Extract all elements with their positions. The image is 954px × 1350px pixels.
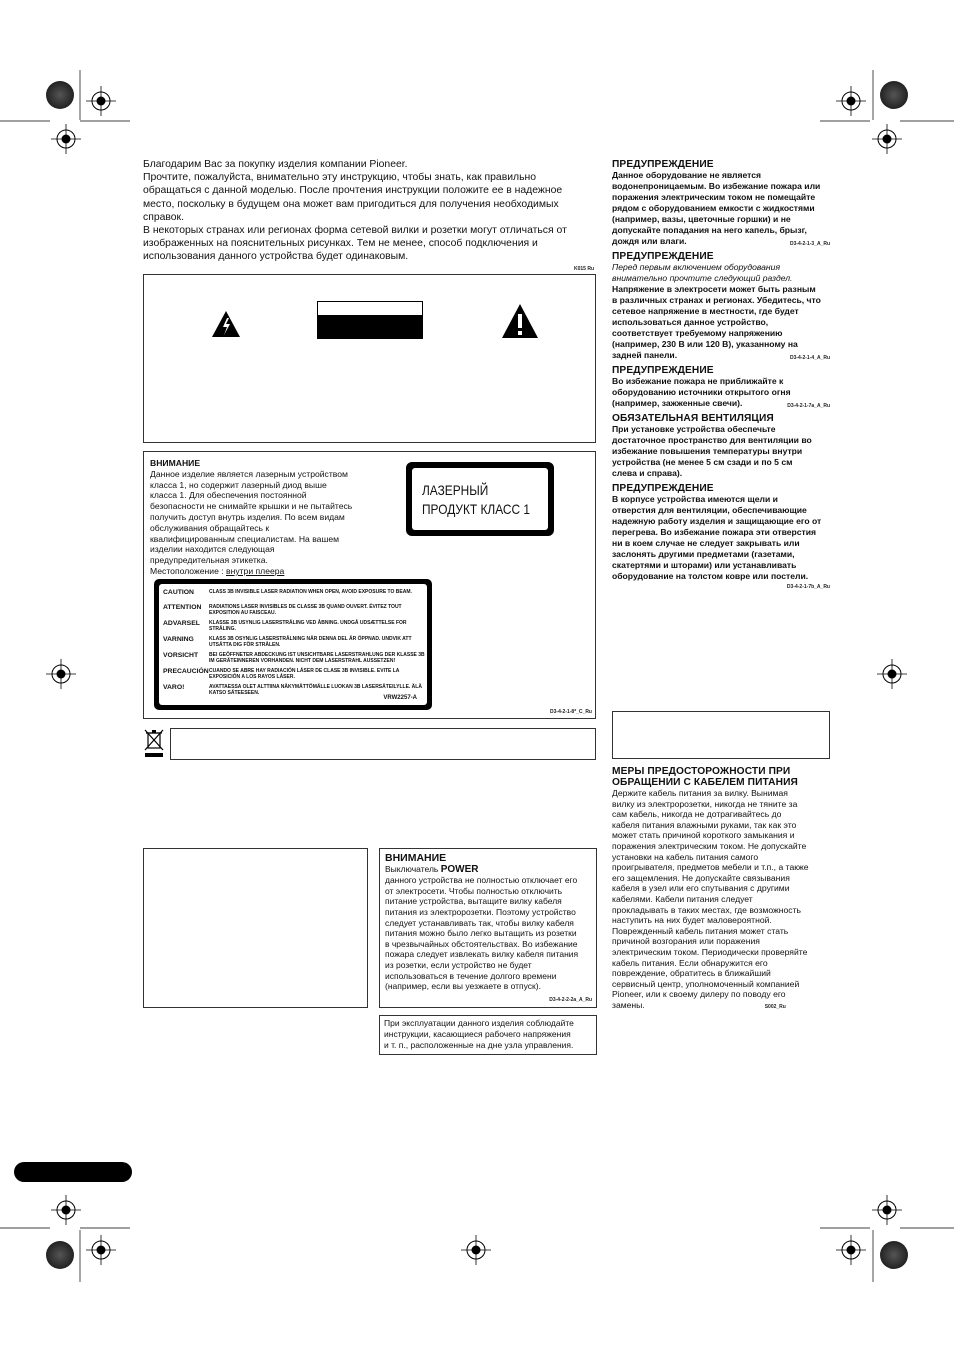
laser-text (150, 458, 380, 577)
section-line: слева и справа). (612, 468, 683, 478)
section-line: надежную работу изделия и защищающие его от (612, 516, 822, 526)
color-target-top-right (880, 81, 908, 109)
section-line: (например, вазы, цветочные горшки) и не (612, 214, 791, 224)
operating-note-box (379, 1015, 597, 1055)
intro-line: изображенных на пояснительных рисунках. Тем не менее, способ подключения и (143, 238, 538, 250)
section-line: водонепроницаемым. Во избежание пожара или (612, 181, 821, 191)
label-row: VORSICHT BEI GEÖFFNETER ABDECKUNG IST UNSICHTBARE LASERSTRAHLUNG DER KLASSE 3B IM GERÄTEINNEREN VORHANDEN. NICHT DEM LASERSTRAHL AUSSETZEN! (163, 652, 425, 664)
disposal-info-box (170, 728, 596, 760)
section-line: соответствует требуемому напряжению (612, 328, 783, 338)
cable-line: замены. S002_Ru (612, 999, 786, 1010)
laser-line: получить доступ внутрь изделия. По всем видам (150, 511, 345, 522)
section-line: скатертями и шторами) или устанавливать (612, 560, 797, 570)
intro-line: обращаться с данной моделью. После прочтения инструкции положите ее в надежное (143, 185, 563, 197)
section-title: ПРЕДУПРЕЖДЕНИЕ (612, 251, 714, 262)
label-row: VARO! AVATTAESSA OLET ALTTIINA NÄKYMÄTTÖMÄLLE LUOKAN 3B LASERSÄTEILYLLE. ÄLÄ KATSO SÄTEESEEN. (163, 684, 422, 696)
location-value: внутри плеера (226, 565, 285, 576)
badge-line-2: ПРОДУКТ КЛАСС 1 (422, 501, 531, 517)
warning-voltage (612, 251, 830, 364)
power-line: питания из электророзетки. Поэтому устройство (385, 906, 576, 917)
cable-line: электрическим током. Периодически проверяйте (612, 946, 808, 957)
lightning-warning-icon (211, 310, 241, 338)
intro-line: Благодарим Вас за покупку изделия компании Pioneer. (143, 159, 408, 170)
power-line: данного устройства не полностью отключает его (385, 875, 578, 886)
section-italic-line: внимательно прочтите следующий раздел. (612, 273, 793, 283)
section-italic-line: Перед первым включением оборудования (612, 262, 781, 272)
label-row: ADVARSEL KLASSE 3B USYNLIG LASERSTRÅLING VED ÅBNING. UNDGÅ UDSÆTTELSE FOR STRÅLING. (163, 620, 407, 632)
section-code: D3-4-2-1-7a_A_Ru (787, 403, 830, 409)
right-blank-box (612, 711, 830, 759)
laser-code: D3-4-2-1-8*_C_Ru (550, 709, 592, 715)
section-line: дождя или влаги. D3-4-2-1-3_A_Ru (612, 236, 830, 247)
laser-line: класса 1, но содержит лазерный диод выше (150, 479, 327, 490)
power-title: ВНИМАНИЕ (385, 852, 447, 864)
section-line: Во избежание пожара не приближайте к (612, 376, 784, 386)
laser-class-badge (406, 462, 554, 536)
color-target-bottom-right (880, 1241, 908, 1269)
power-line: питания можно было легко вытащить из розетки (385, 928, 577, 939)
section-line: устройства (не менее 5 см сзади и по 5 см (612, 457, 793, 467)
cable-line: кабелями. Кабели питания следует (612, 893, 753, 904)
caution-banner-icon (317, 301, 423, 339)
laser-line: безопасности не снимайте крышки и не пытайтесь (150, 501, 353, 512)
section-line: в различных странах и регионах. Убедитесь, что (612, 295, 821, 305)
power-line: в чрезвычайных обстоятельствах. Во избежание (385, 938, 578, 949)
laser-caution-label (154, 579, 432, 710)
section-line: При установке устройства обеспечьте (612, 424, 776, 434)
intro-line: Прочтите, пожалуйста, внимательно эту инструкцию, чтобы знать, как правильно (143, 172, 537, 184)
laser-line: Данное изделие является лазерным устройством (150, 468, 348, 479)
section-line: отверстия для вентиляции, обеспечивающие (612, 505, 807, 515)
section-line: избежание повышения температуры внутри (612, 446, 803, 456)
blank-notice-box (143, 848, 368, 1008)
crossed-bin-icon (143, 728, 165, 758)
section-title: ОБЯЗАТЕЛЬНАЯ ВЕНТИЛЯЦИЯ (612, 413, 774, 424)
cable-line: Pioneer, или к своему дилеру по поводу его (612, 989, 786, 1000)
warning-fire (612, 365, 830, 412)
cable-line: установки на кабель питания самого (612, 851, 759, 862)
cable-line: сам кабель, никогда не дотрагивайтесь до (612, 809, 782, 820)
label-row: PRECAUCIÓN CUANDO SE ABRE HAY RADIACIÓN LÁSER DE CLASE 3B INVISIBLE. EVITE LA EXPOSICIÓN A LOS RAYOS LÁSER. (163, 668, 400, 680)
laser-line: квалифицированным специалистам. На вашем (150, 533, 340, 544)
section-line: оборудованию источники открытого огня (612, 387, 791, 397)
power-line: (например, если вы уезжаете в отпуск). (385, 981, 541, 992)
power-line: пожара следует извлекать вилку кабеля питания (385, 949, 579, 960)
cable-line: его защемления. Не допускайте связывания (612, 872, 790, 883)
laser-line: изделии находится следующая (150, 544, 275, 555)
cable-line: кабеля питания влажными руками, так как это (612, 819, 797, 830)
cable-line: сервисный центр, уполномоченный компанией (612, 978, 800, 989)
section-line: рядом с оборудованием емкости с жидкостями (612, 203, 815, 213)
section-line: (например, 230 В или 120 В), указанному на (612, 339, 798, 349)
intro-code: K015 Ru (573, 266, 594, 272)
section-line: задней панели. D3-4-2-1-4_A_Ru (612, 350, 830, 361)
label-code: VRW2257-A (383, 695, 417, 701)
section-line: Напряжение в электросети может быть разным (612, 284, 816, 294)
power-keyword: POWER (440, 863, 479, 875)
laser-location (150, 566, 380, 577)
warning-vents (612, 483, 830, 593)
section-code: D3-4-2-1-4_A_Ru (789, 355, 830, 361)
cable-line: причиной возгорания или поражения (612, 936, 760, 947)
intro-line: В некоторых странах или регионах форма сетевой вилки и розетки могут отличаться от (143, 225, 567, 237)
section-line: оборудование на толстом ковре или постели. (612, 571, 809, 581)
power-cable-precautions (612, 766, 830, 1012)
label-row: VARNING KLASS 3B OSYNLIG LASERSTRÅLNING NÄR DENNA DEL ÄR ÖPPNAD. UNDVIK ATT UTSÄTTA DIG FÖR STRÅLEN. (163, 636, 412, 648)
cable-line: поражения электрическим током. Не допускайте (612, 840, 807, 851)
power-line-1: Выключатель POWER (385, 863, 479, 875)
warning-water (612, 159, 830, 250)
laser-title: ВНИМАНИЕ (150, 458, 201, 468)
label-row: ATTENTION RADIATIONS LASER INVISIBLES DE CLASSE 3B QUAND OUVERT. ÉVITEZ TOUT EXPOSITION AU FAISCEAU. (163, 604, 402, 616)
cable-line: Держите кабель питания за вилку. Вынимая (612, 788, 788, 798)
power-line: следует устанавливать так, чтобы вилку кабеля (385, 917, 574, 928)
section-line: поражения электрическим током не помещайте (612, 192, 816, 202)
power-switch-box (379, 848, 597, 1008)
laser-line: класса 1. Для обеспечения постоянной (150, 490, 307, 501)
power-line: использоваться в течение долгого времени (385, 970, 557, 981)
cable-title-1: МЕРЫ ПРЕДОСТОРОЖНОСТИ ПРИ (612, 766, 791, 777)
section-line: перегрева. Во избежание пожара эти отверстия (612, 527, 817, 537)
laser-line: обслуживания обращайтесь к (150, 522, 270, 533)
cable-title-2: ОБРАЩЕНИИ С КАБЕЛЕМ ПИТАНИЯ (612, 777, 798, 788)
cable-line: кабель питания. Если обнаружится его (612, 957, 768, 968)
section-line: заслонять другими предметами (газетами, (612, 549, 795, 559)
section-line: В корпусе устройства имеются щели и (612, 494, 778, 504)
label-row: CAUTION CLASS 3B INVISIBLE LASER RADIATION WHEN OPEN, AVOID EXPOSURE TO BEAM. (163, 589, 412, 596)
section-title: ПРЕДУПРЕЖДЕНИЕ (612, 365, 714, 376)
intro-text (143, 158, 583, 264)
intro-line: место, поскольку в будущем она может вам пригодиться для получения необходимых (143, 198, 559, 210)
section-line: допускайте попадания на него капель, брызг, (612, 225, 807, 235)
section-line: (например, зажженные свечи). D3-4-2-1-7a_A_Ru (612, 398, 830, 409)
power-line: из розетки, если устройство не будет (385, 959, 532, 970)
cable-line: Поврежденный кабель питания может стать (612, 925, 789, 936)
section-title: ПРЕДУПРЕЖДЕНИЕ (612, 483, 714, 494)
page-tab (14, 1162, 132, 1182)
cable-line: наступить на них будет маловероятной. (612, 915, 772, 926)
shock-warning-box (143, 274, 596, 443)
cable-line: кабеля в узел или его спутывания с другими (612, 883, 790, 894)
cable-line: прокладывать в таких местах, где возможность (612, 904, 802, 915)
intro-line: справок. (143, 211, 184, 223)
cable-line: проигрывателя, предметов мебели и т.п., а также (612, 862, 809, 873)
laser-warning-box (143, 451, 596, 719)
intro-line: использования данного устройства будет одинаковым. (143, 251, 409, 263)
cable-line: может стать причиной короткого замыкания и (612, 830, 795, 841)
laser-line: предупредительная этикетка. (150, 555, 268, 566)
section-line: Данное оборудование не является (612, 170, 762, 180)
color-target-top-left (46, 81, 74, 109)
section-code: D3-4-2-1-7b_A_Ru (786, 584, 830, 590)
power-line: от электросети. Чтобы полностью отключить (385, 885, 563, 896)
section-code: S002_Ru (764, 1003, 786, 1010)
power-line: питание устройства, вытащите вилку кабеля (385, 896, 562, 907)
badge-line-1: ЛАЗЕРНЫЙ (422, 482, 489, 498)
power-code: D3-4-2-2-2a_A_Ru (549, 997, 592, 1003)
operating-line: и т. п., расположенные на дне узла управления. (384, 1040, 574, 1050)
section-line: сетевое напряжение в местности, где будет (612, 306, 799, 316)
section-title: ПРЕДУПРЕЖДЕНИЕ (612, 159, 714, 170)
cable-line: вилку из электророзетки, никогда не тяните за (612, 798, 798, 809)
section-code: D3-4-2-1-3_A_Ru (789, 241, 830, 247)
operating-line: При эксплуатации данного изделия соблюдайте (384, 1018, 574, 1028)
color-target-bottom-left (46, 1241, 74, 1269)
section-line: достаточное пространство для вентиляции во (612, 435, 812, 445)
section-line: использоваться данное устройство, (612, 317, 769, 327)
cable-line: повреждение, обратитесь в ближайший (612, 968, 771, 979)
operating-line: инструкции, касающиеся рабочего напряжения (384, 1029, 571, 1039)
ventilation-required (612, 413, 830, 479)
exclamation-warning-icon (501, 303, 539, 339)
section-line: ни в коем случае не следует закрывать или (612, 538, 800, 548)
location-label: Местоположение : (150, 565, 224, 576)
